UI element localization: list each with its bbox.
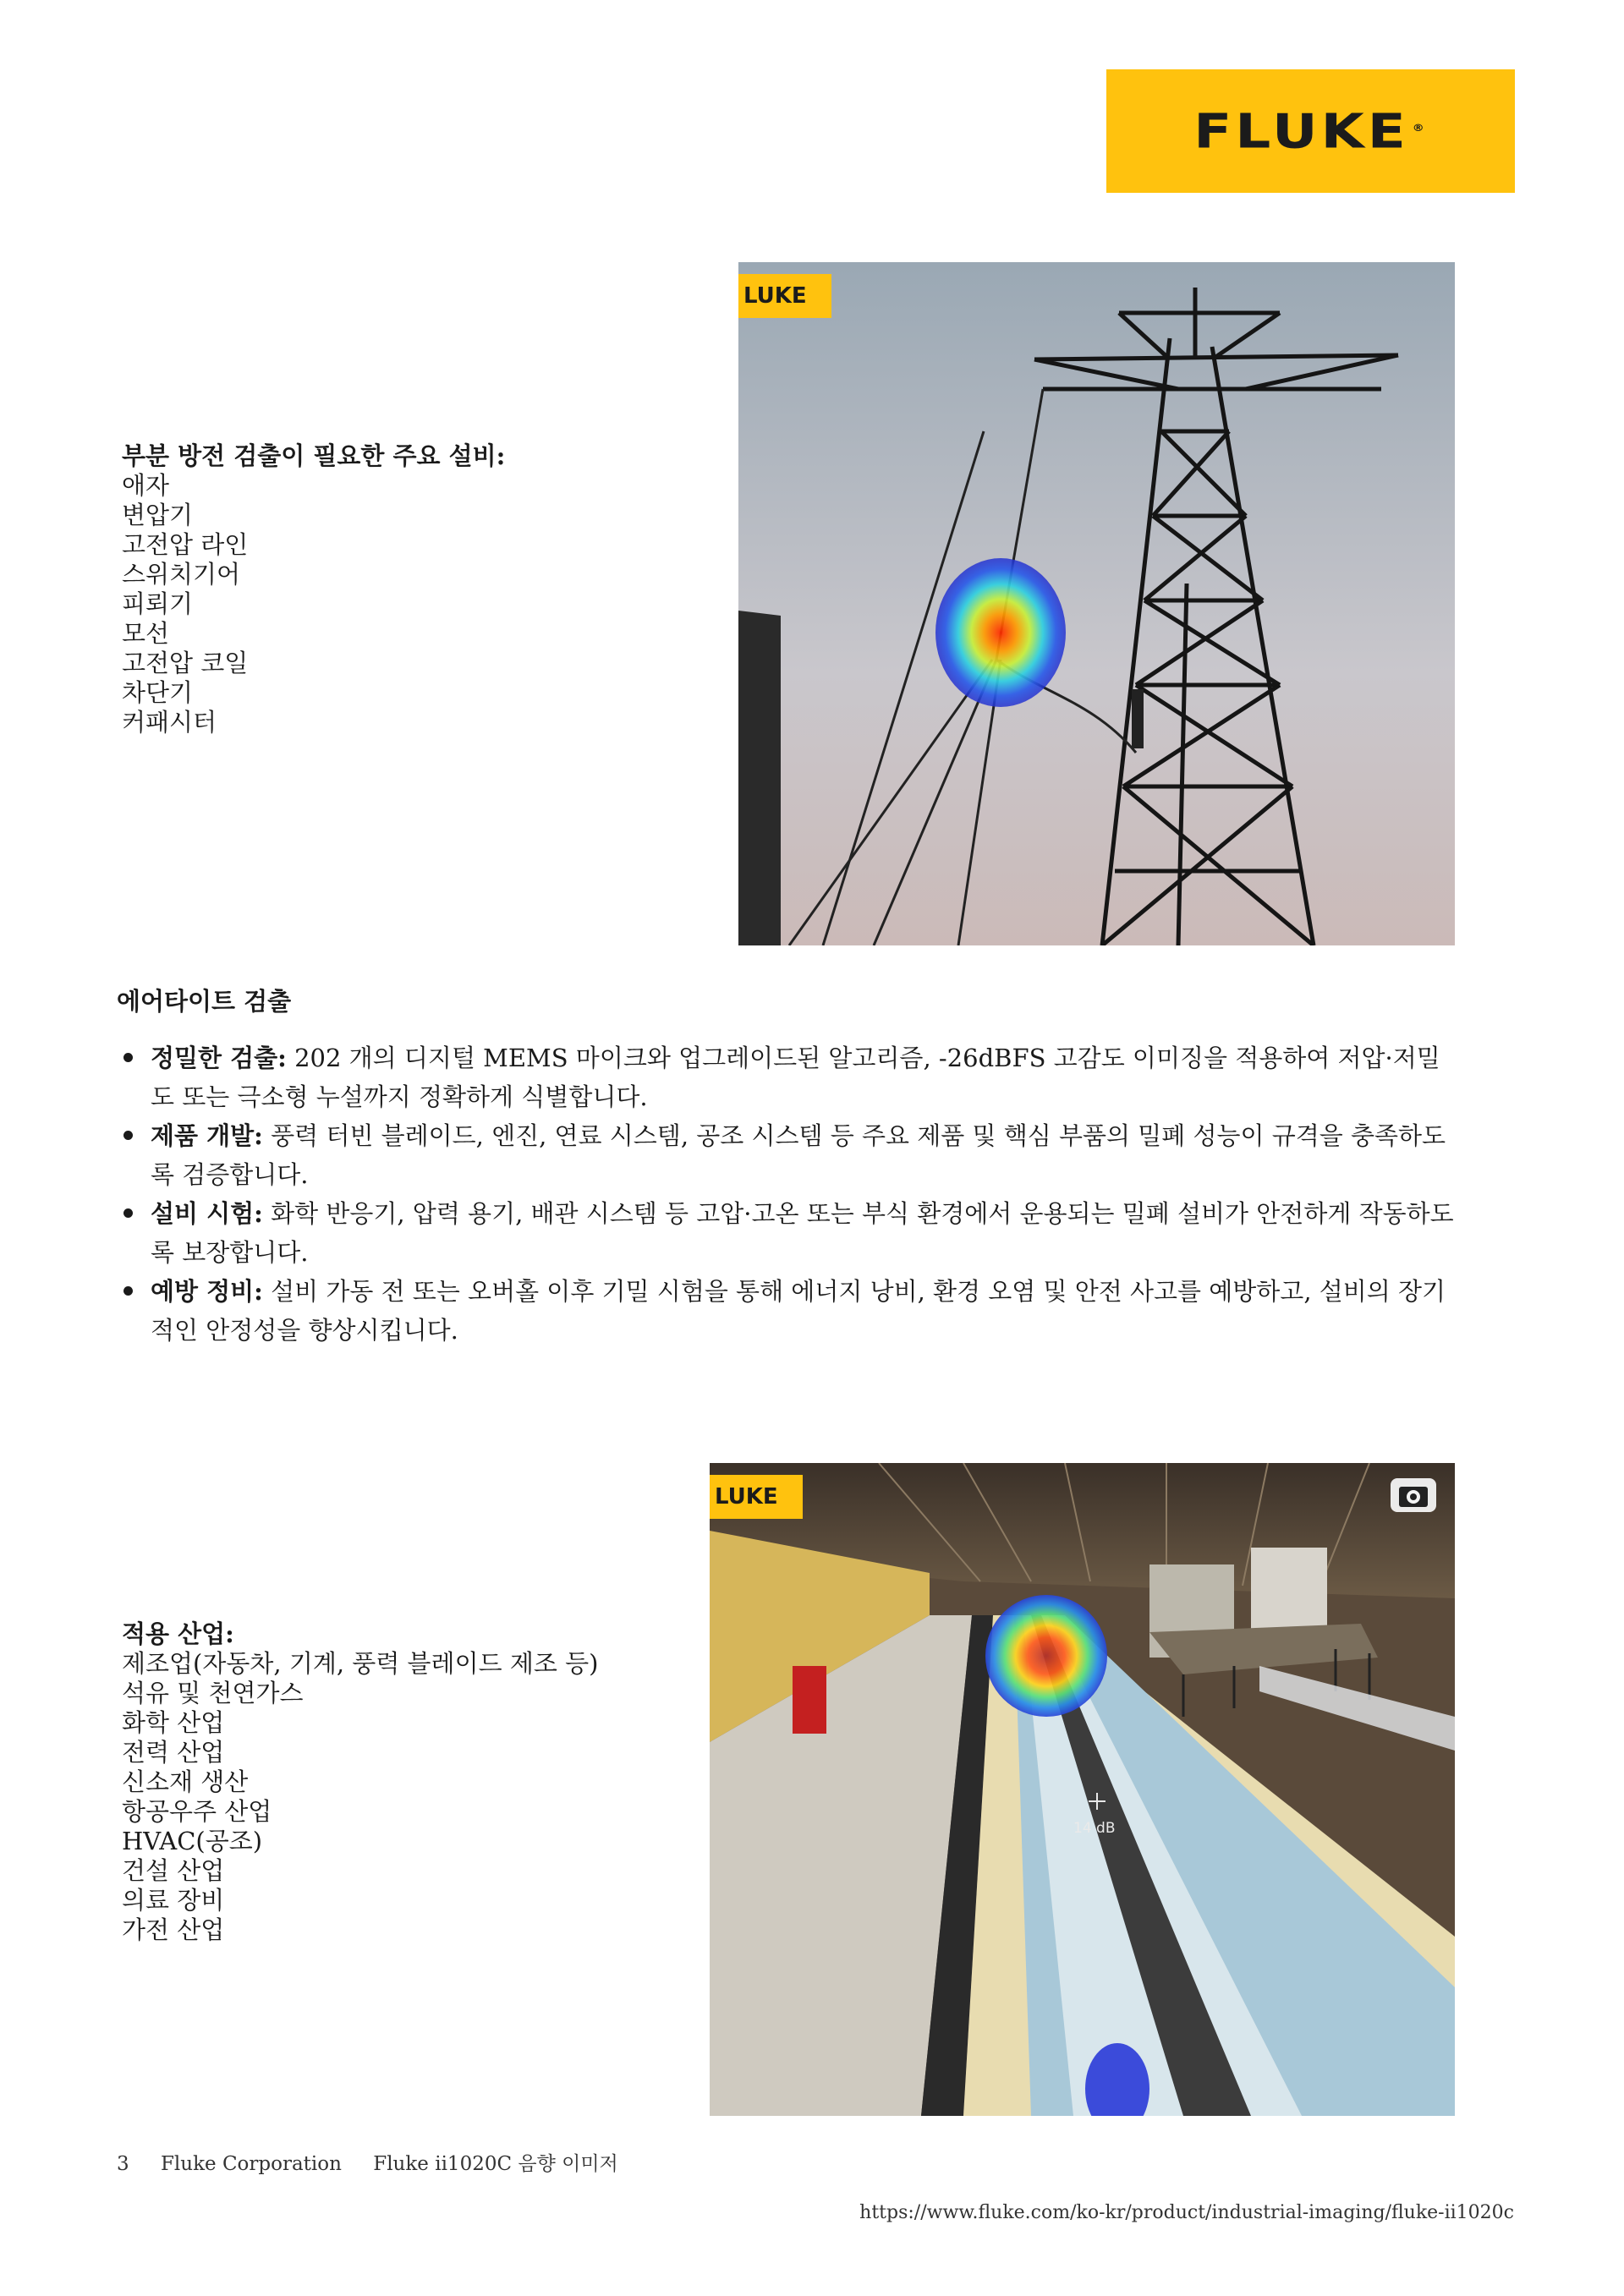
- fluke-logo: [1106, 69, 1515, 193]
- factory-leak-photo: [710, 1463, 1455, 2116]
- product-url[interactable]: https://www.fluke.com/ko-kr/product/industrial-imaging/fluke-ii1020c: [859, 2202, 1514, 2223]
- industries-list: [122, 1649, 598, 1945]
- list-item: 석유 및 천연가스: [122, 1679, 304, 1707]
- page-footer: [117, 2148, 644, 2176]
- partial-discharge-title: 부분 방전 검출이 필요한 주요 설비:: [122, 441, 506, 470]
- transmission-tower-photo: [738, 262, 1455, 945]
- list-item: 모선: [122, 619, 170, 648]
- list-item: 화학 산업: [122, 1708, 225, 1737]
- bullet-text: 설비 가동 전 또는 오버홀 이후 기밀 시험을 통해 에너지 낭비, 환경 오염 및 안전 사고를 예방하고, 설비의 장기적인 안정성을 향상시킵니다.: [151, 1277, 1446, 1345]
- bullet-lead: 정밀한 검출:: [151, 1044, 287, 1072]
- tower-scene: [738, 262, 1455, 945]
- list-item: 고전압 라인: [122, 530, 249, 559]
- list-item: 가전 산업: [122, 1915, 225, 1944]
- page-number: 3: [117, 2153, 129, 2175]
- list-item: 신소재 생산: [122, 1767, 249, 1796]
- list-item: 항공우주 산업: [122, 1797, 272, 1826]
- photo-logo-badge: LUKE: [738, 274, 831, 318]
- heat-spot: [985, 1595, 1107, 1717]
- list-item: 전력 산업: [122, 1738, 225, 1767]
- list-item: 변압기: [122, 501, 194, 529]
- logo-text: FLUKE ®: [1193, 103, 1428, 159]
- factory-scene: [710, 1463, 1455, 2116]
- heat-spot: [935, 558, 1066, 707]
- industries-title: 적용 산업:: [122, 1619, 234, 1648]
- list-item: 건설 산업: [122, 1856, 225, 1885]
- list-item: 피뢰기: [122, 589, 194, 618]
- list-item: [117, 1272, 1462, 1350]
- list-item: 애자: [122, 471, 170, 500]
- list-item: 의료 장비: [122, 1886, 225, 1915]
- bullet-lead: 설비 시험:: [151, 1199, 263, 1228]
- list-item: 차단기: [122, 678, 194, 707]
- partial-discharge-section: [122, 441, 505, 737]
- list-item: 커패시터: [122, 708, 217, 737]
- camera-icon: [1391, 1478, 1436, 1512]
- bullet-lead: 예방 정비:: [151, 1277, 263, 1306]
- list-item: 스위치기어: [122, 560, 241, 589]
- list-item: [117, 1116, 1462, 1194]
- footer-company: Fluke Corporation: [160, 2153, 342, 2175]
- registered-mark: ®: [1412, 122, 1428, 134]
- partial-discharge-list: [122, 471, 505, 737]
- list-item: HVAC(공조): [122, 1827, 263, 1855]
- bullet-lead: 제품 개발:: [151, 1121, 263, 1150]
- bullet-text: 풍력 터빈 블레이드, 엔진, 연료 시스템, 공조 시스템 등 주요 제품 및 핵심 부품의 밀폐 성능이 규격을 충족하도록 검증합니다.: [151, 1121, 1446, 1189]
- photo-logo-badge: LUKE: [710, 1475, 803, 1519]
- airtight-heading: 에어타이트 검출: [117, 987, 292, 1016]
- list-item: [117, 1194, 1462, 1272]
- list-item: 제조업(자동차, 기계, 풍력 블레이드 제조 등): [122, 1649, 599, 1678]
- industries-section: [122, 1619, 598, 1945]
- footer-document: Fluke ii1020C 음향 이미저: [373, 2153, 618, 2175]
- airtight-bullets: [117, 1038, 1462, 1350]
- decibel-readout: 14 dB: [1073, 1820, 1116, 1837]
- list-item: [117, 1038, 1462, 1116]
- list-item: 고전압 코일: [122, 649, 249, 677]
- bullet-text: 202 개의 디지털 MEMS 마이크와 업그레이드된 알고리즘, -26dBFS 고감도 이미징을 적용하여 저압·저밀도 또는 극소형 누설까지 정확하게 식별합니다.: [151, 1044, 1440, 1111]
- bullet-text: 화학 반응기, 압력 용기, 배관 시스템 등 고압·고온 또는 부식 환경에서 운용되는 밀폐 설비가 안전하게 작동하도록 보장합니다.: [151, 1199, 1454, 1267]
